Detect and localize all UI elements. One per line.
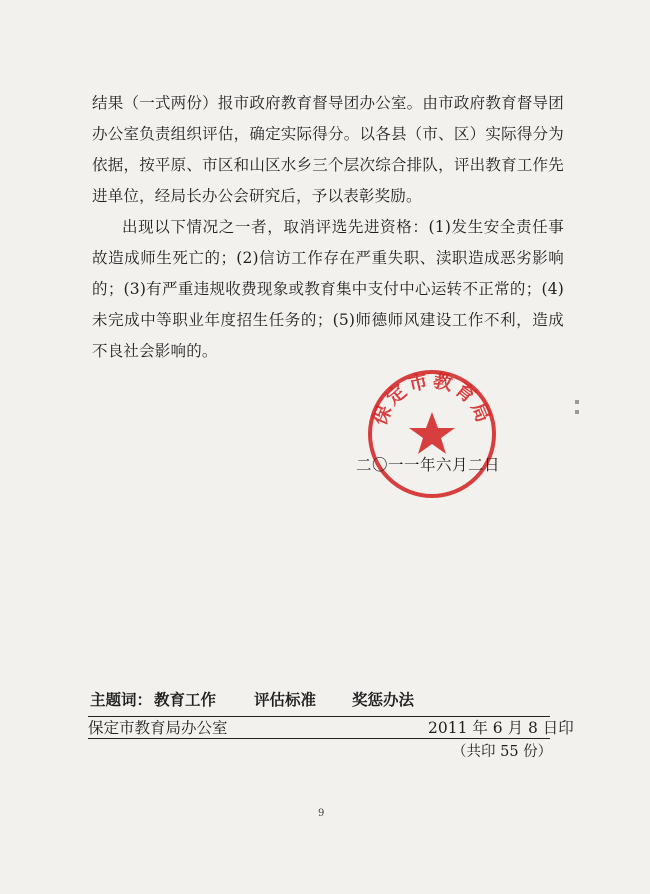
body-paragraph-2: 出现以下情况之一者，取消评选先进资格：(1)发生安全责任事故造成师生死亡的；(2)信访工作存在严重失职、渎职造成恶劣影响的；(3)有严重违规收费现象或教育集中支付中心运转不正常的；(4)未完成中等职业年度招生任务的；(5)师德师风建设工作不利，造成不良社会影响的。	[92, 218, 564, 360]
footer-rule-bottom	[88, 738, 550, 739]
body-paragraph-1: 结果（一式两份）报市政府教育督导团办公室。由市政府教育督导团办公室负责组织评估，确定实际得分。以各县（市、区）实际得分为依据，按平原、市区和山区水乡三个层次综合排队，评出教育工作先进单位，经局长办公会研究后，予以表彰奖励。	[92, 94, 564, 205]
official-seal	[364, 366, 500, 502]
keywords-label: 主题词：	[90, 690, 153, 709]
binding-marks	[570, 370, 584, 440]
signature-date: 二〇一一年六月二日	[356, 456, 501, 474]
svg-text:保定市教育局: 保定市教育局	[368, 369, 496, 429]
print-copies: （共印 55 份）	[452, 744, 553, 760]
keyword-item: 评估标准	[254, 690, 317, 709]
keyword-item: 教育工作	[154, 690, 217, 709]
print-date: 2011 年 6 月 8 日印	[428, 719, 574, 737]
page-number: 9	[318, 808, 325, 819]
issuing-office: 保定市教育局办公室	[88, 719, 228, 737]
subject-keywords	[90, 688, 550, 710]
keyword-item: 奖惩办法	[352, 690, 415, 709]
